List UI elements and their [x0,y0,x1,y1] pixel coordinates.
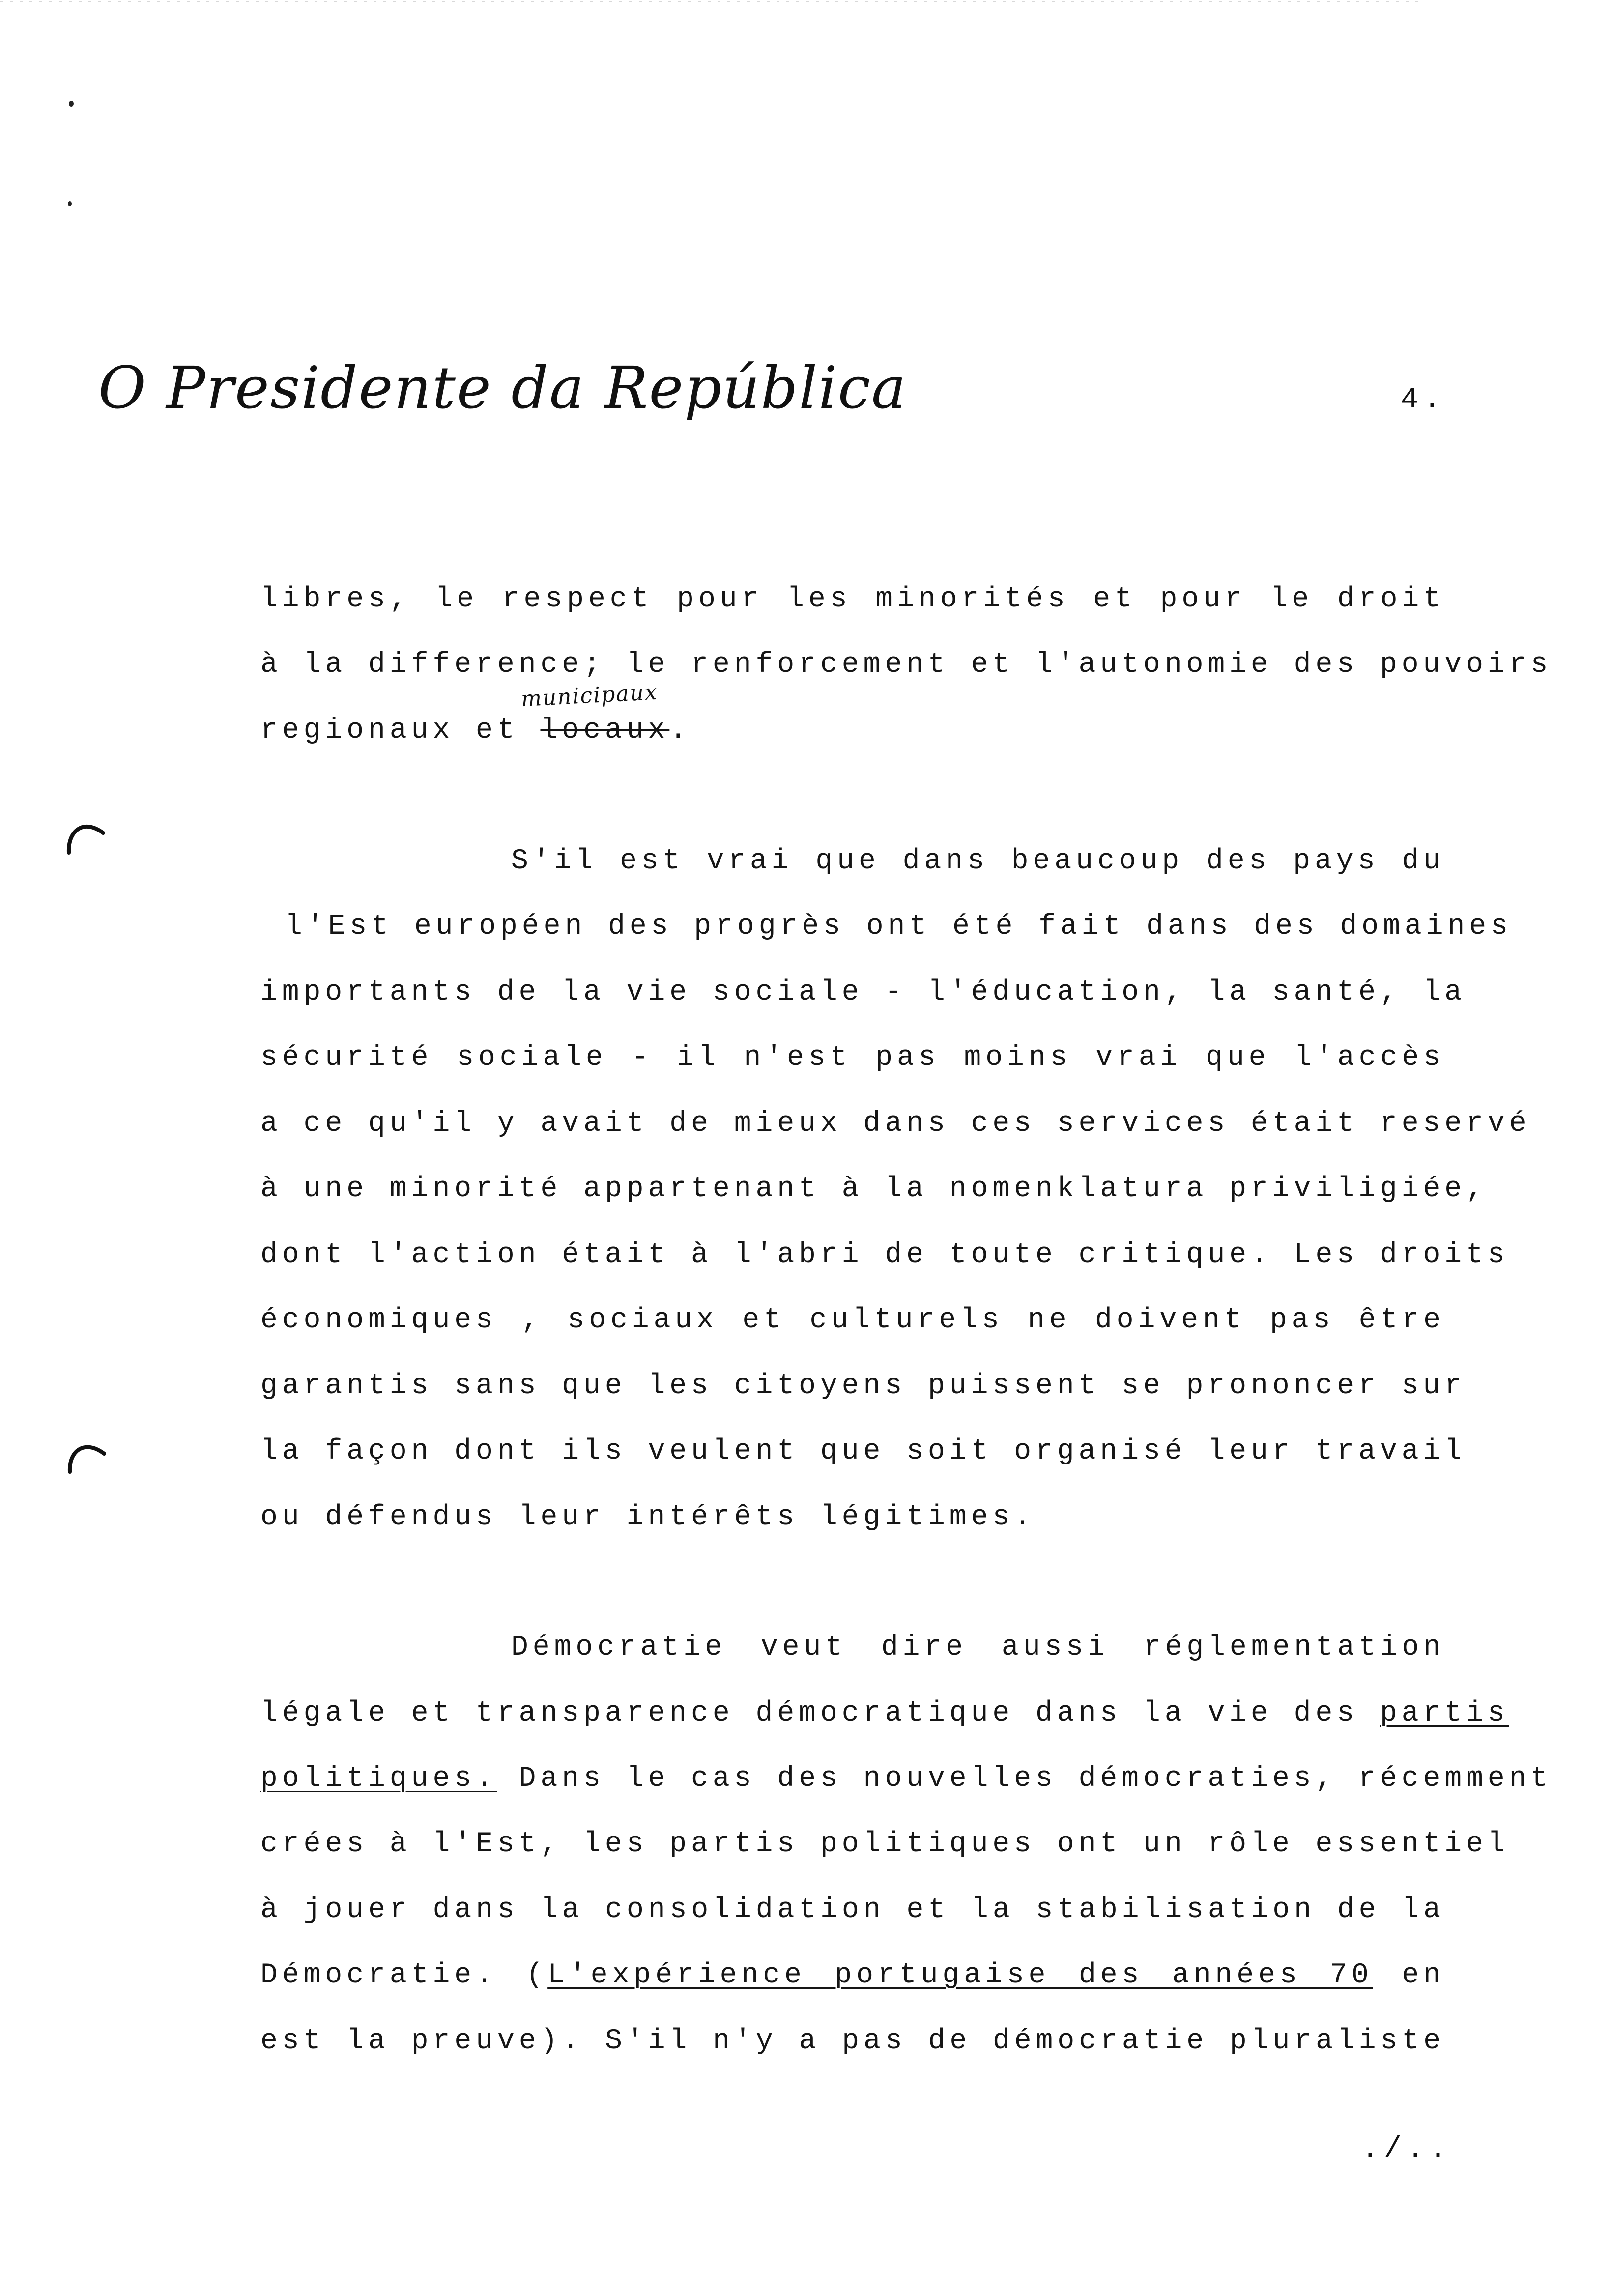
text-line [260,582,1445,617]
margin-bracket-mark [65,1435,109,1474]
punch-mark-top [69,101,74,107]
text-line [260,1762,1553,1796]
text-line [260,648,1553,682]
text-line [260,1893,1445,1927]
text-line [511,844,1445,879]
text-line [260,1238,1509,1272]
text-line [260,1696,1509,1731]
text-line [260,714,691,748]
underlined-text: politiques. [260,1763,497,1795]
handwritten-correction: municipaux [520,679,659,712]
text-segment: ou défendus leur intérêts légitimes. [260,1501,1036,1533]
text-segment: libres, le respect pour les minorités et pour le droit [260,583,1445,615]
text-line [260,1958,1445,1993]
text-line [260,1041,1445,1075]
text-line [511,1631,1445,1665]
letterhead-title: O Presidente da República [98,354,907,422]
text-segment: regionaux et [260,715,541,746]
text-segment: crées à l'Est, les partis politiques ont un rôle essentiel [260,1828,1509,1860]
underlined-text: L'expérience portugaise des années 70 [547,1959,1373,1991]
text-segment: économiques , sociaux et culturels ne doivent pas être [260,1304,1445,1336]
text-line [260,976,1467,1010]
text-line [260,1107,1531,1141]
text-segment: l'Est européen des progrès ont été fait dans des domaines [285,911,1512,943]
text-segment: garantis sans que les citoyens puissent se prononcer sur [260,1370,1467,1402]
text-segment: en [1373,1959,1445,1991]
text-line [260,1172,1488,1206]
text-segment: sécurité sociale - il n'est pas moins vrai que l'accès [260,1042,1445,1074]
text-line [260,1827,1509,1862]
scan-edge-artifact [0,0,1612,5]
text-line [260,1303,1445,1338]
text-line [260,1369,1467,1404]
text-segment: à la difference; le renforcement et l'autonomie des pouvoirs [260,649,1553,681]
text-segment: dont l'action était à l'abri de toute critique. Les droits [260,1239,1509,1271]
text-segment: S'il est vrai que dans beaucoup des pays du [511,845,1445,877]
text-segment: la façon dont ils veulent que soit organisé leur travail [260,1435,1467,1467]
punch-mark-bottom [68,201,72,206]
text-line [260,2024,1445,2059]
page-number: 4. [1401,383,1446,417]
text-segment: à jouer dans la consolidation et la stabilisation de la [260,1894,1445,1926]
underlined-text: partis [1380,1697,1509,1729]
text-segment: a ce qu'il y avait de mieux dans ces services était reservé [260,1108,1531,1140]
text-segment: à une minorité appartenant à la nomenklatura priviligiée, [260,1173,1488,1205]
margin-bracket-mark [64,816,108,855]
text-line [260,1435,1467,1469]
continuation-mark: ./.. [1361,2133,1452,2166]
struck-text: locaux [540,715,670,746]
text-line [285,910,1512,944]
text-segment: importants de la vie sociale - l'éducation, la santé, la [260,976,1467,1008]
text-segment: Dans le cas des nouvelles démocraties, récemment [497,1763,1553,1795]
text-segment: légale et transparence démocratique dans la vie des [260,1697,1380,1729]
text-line [260,1500,1036,1535]
text-segment: est la preuve). S'il n'y a pas de démocratie pluraliste [260,2025,1445,2057]
text-segment: . [669,715,691,746]
text-segment: Démocratie. ( [260,1959,548,1991]
text-segment: Démocratie veut dire aussi réglementation [511,1632,1445,1664]
